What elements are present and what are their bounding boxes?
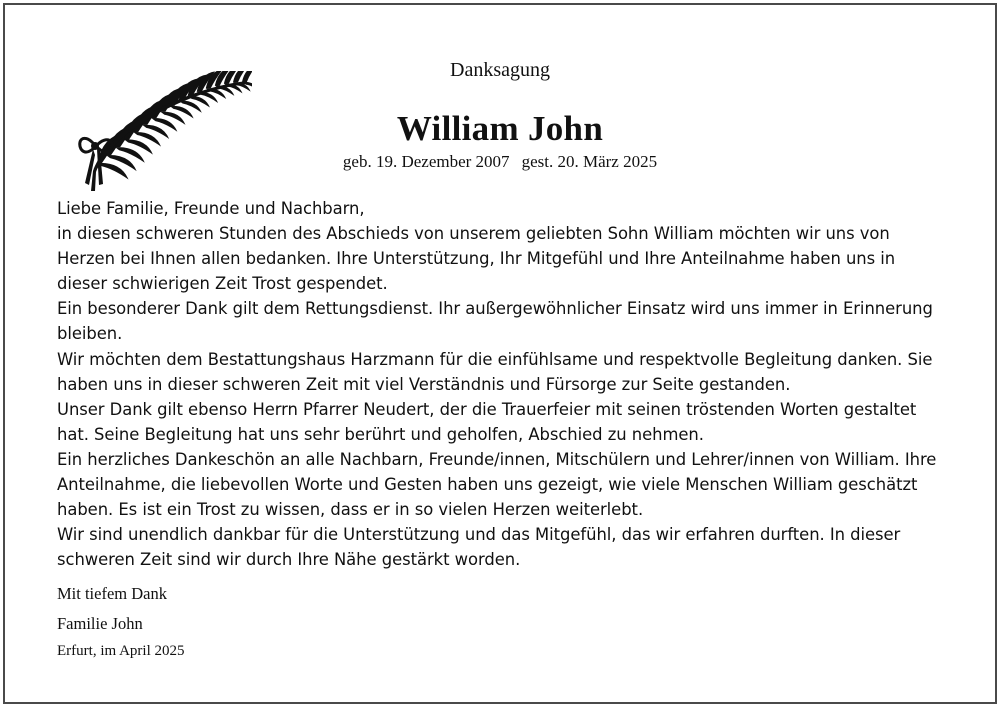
paragraph: in diesen schweren Stunden des Abschieds von unserem geliebten Sohn William möchten wir uns von Herzen bei Ihnen allen bedanken. Ihre Unterstützung, Ihr Mitgefühl und Ihre Anteilnahme haben uns in dieser schwierigen Zeit Trost gespendet.: [57, 224, 896, 294]
deceased-name: William John: [396, 109, 604, 148]
life-dates: [5, 152, 995, 172]
closing-line: Mit tiefem Dank: [57, 584, 167, 603]
thank-you-text: [57, 196, 947, 572]
notice-heading: Danksagung: [450, 59, 550, 81]
salutation: Liebe Familie, Freunde und Nachbarn,: [57, 199, 365, 218]
birth-date: geb. 19. Dezember 2007: [342, 152, 510, 171]
paragraph: Ein herzliches Dankeschön an alle Nachbarn, Freunde/innen, Mitschülern und Lehrer/innen von William. Ihre Anteilnahme, die liebevollen Worte und Gesten haben uns gezeigt, wie viele Menschen William geschätzt haben. Es ist ein Trost zu wissen, dass er in so vielen Herzen weiterlebt.: [57, 449, 937, 520]
paragraph: Unser Dank gilt ebenso Herrn Pfarrer Neudert, der die Trauerfeier mit seinen tröstenden Worten gestaltet hat. Seine Begleitung hat uns sehr berührt und geholfen, Abschied zu nehmen.: [57, 399, 917, 444]
notice-frame: [3, 3, 997, 704]
paragraph: Wir sind unendlich dankbar für die Unterstützung und das Mitgefühl, das wir erfahren durften. In dieser schweren Zeit sind wir durch Ihre Nähe gestärkt worden.: [57, 525, 901, 570]
place-and-date: Erfurt, im April 2025: [57, 643, 185, 659]
signature: Familie John: [57, 614, 143, 633]
palm-leaflet: [242, 71, 252, 82]
paragraph: Ein besonderer Dank gilt dem Rettungsdienst. Ihr außergewöhnlicher Einsatz wird uns immer in Erinnerung bleiben.: [57, 299, 933, 344]
death-date: gest. 20. März 2025: [521, 152, 658, 171]
paragraph: Wir möchten dem Bestattungshaus Harzmann für die einfühlsame und respektvolle Begleitung danken. Sie haben uns in dieser schweren Zeit mit viel Verständnis und Fürsorge zur Seite gestanden.: [57, 349, 933, 394]
